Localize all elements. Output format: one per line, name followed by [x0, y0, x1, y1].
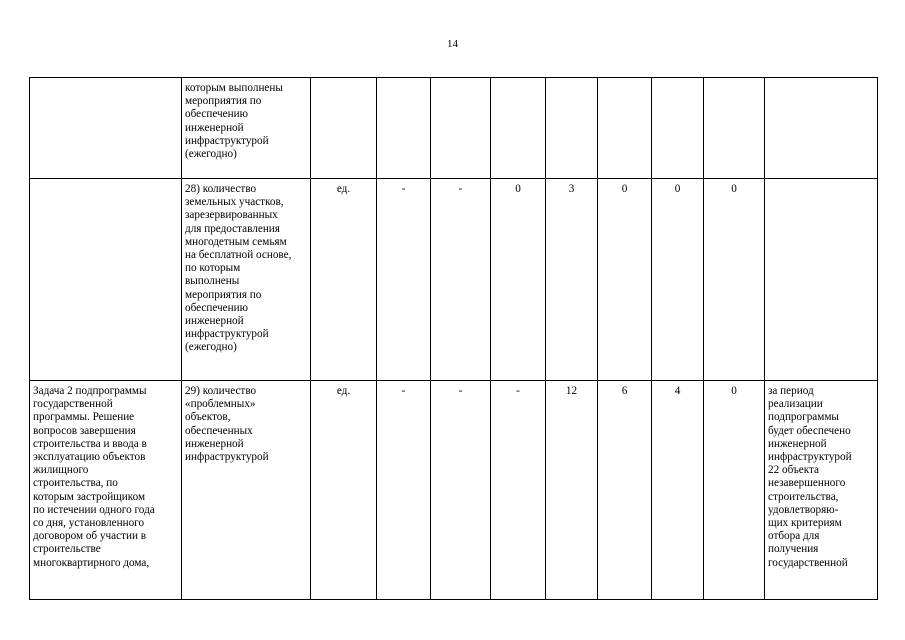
value-cell: 4	[652, 381, 704, 600]
value-cell: -	[431, 381, 491, 600]
value-cell: 0	[704, 381, 765, 600]
task-cell: Задача 2 подпрограммы государственной программы. Решение вопросов завершения строительства и ввода в эксплуатацию объектов жилищного строительства, по которым застройщиком по истечении одного года со дня, установленного договором об участии в строительстве многоквартирного дома,	[30, 381, 182, 600]
indicator-cell: 28) количество земельных участков, зарезервированных для предоставления многодетным семьям на бесплатной основе, по которым выполнены мероприятия по обеспечению инженерной инфраструктурой (ежегодно)	[182, 179, 311, 381]
page-number: 14	[447, 38, 458, 50]
note-cell	[765, 78, 878, 179]
indicators-table	[29, 77, 878, 600]
value-cell: 0	[491, 179, 546, 381]
value-cell: -	[377, 179, 431, 381]
indicator-cell: которым выполнены мероприятия по обеспечению инженерной инфраструктурой (ежегодно)	[182, 78, 311, 179]
value-cell	[704, 78, 765, 179]
table-row	[30, 179, 878, 381]
value-cell: 12	[546, 381, 598, 600]
value-cell: 3	[546, 179, 598, 381]
value-cell	[491, 78, 546, 179]
value-cell	[431, 78, 491, 179]
value-cell: 0	[704, 179, 765, 381]
value-cell: -	[431, 179, 491, 381]
value-cell	[598, 78, 652, 179]
unit-cell	[311, 78, 377, 179]
value-cell: 6	[598, 381, 652, 600]
note-cell: за период реализации подпрограммы будет обеспечено инженерной инфраструктурой 22 объекта незавершенного строительства, удовлетворяю- щих критериям отбора для получения государственной	[765, 381, 878, 600]
indicator-cell: 29) количество «проблемных» объектов, обеспеченных инженерной инфраструктурой	[182, 381, 311, 600]
value-cell: 0	[652, 179, 704, 381]
table-row	[30, 78, 878, 179]
value-cell	[377, 78, 431, 179]
unit-cell: ед.	[311, 179, 377, 381]
note-cell	[765, 179, 878, 381]
task-cell	[30, 179, 182, 381]
unit-cell: ед.	[311, 381, 377, 600]
value-cell: -	[377, 381, 431, 600]
table-row	[30, 381, 878, 600]
task-cell	[30, 78, 182, 179]
value-cell: 0	[598, 179, 652, 381]
value-cell	[546, 78, 598, 179]
value-cell	[652, 78, 704, 179]
value-cell: -	[491, 381, 546, 600]
